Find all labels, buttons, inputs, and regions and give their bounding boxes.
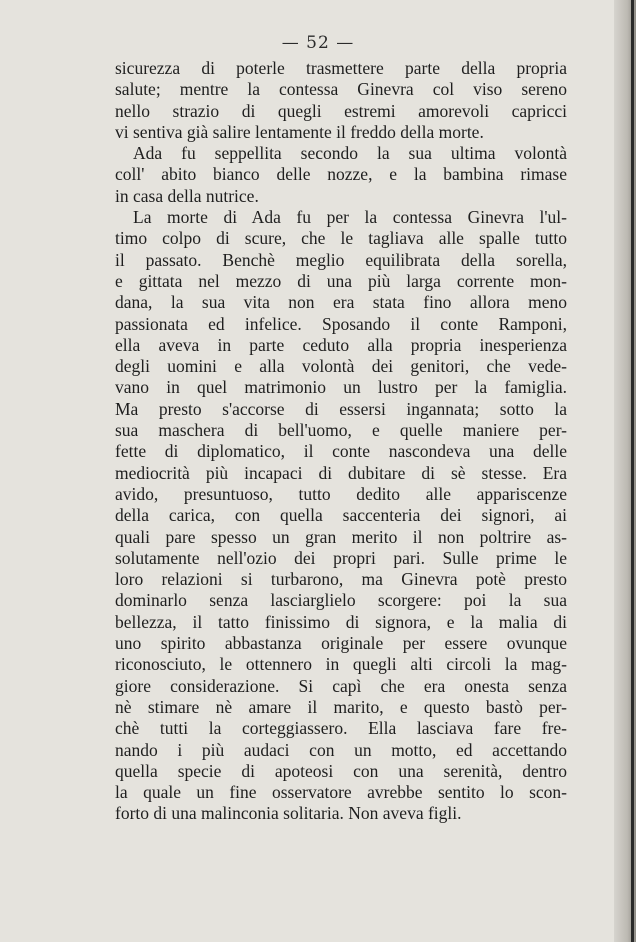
text-line: quali pare spesso un gran merito il non poltrire as- (115, 526, 567, 547)
text-line: mediocrità più incapaci di dubitare di sè stesse. Era (115, 462, 567, 483)
text-line: avido, presuntuoso, tutto dedito alle appariscenze (115, 483, 567, 504)
text-line: Ada fu seppellita secondo la sua ultima volontà (133, 143, 567, 164)
text-line: Ma presto s'accorse di essersi ingannata; sotto la (115, 398, 567, 419)
text-line: sua maschera di bell'uomo, e quelle maniere per- (115, 420, 567, 441)
text-line: quella specie di apoteosi con una serenità, dentro (115, 760, 567, 781)
text-line: in casa della nutrice. (115, 185, 259, 206)
text-line: forto di una malinconia solitaria. Non aveva figli. (115, 803, 462, 824)
body-text (115, 58, 567, 825)
text-line: uno spirito abbastanza originale per essere ovunque (115, 633, 567, 654)
text-line: coll' abito bianco delle nozze, e la bambina rimase (115, 164, 567, 185)
text-line: nè stimare nè amare il marito, e questo bastò per- (115, 696, 567, 717)
text-line: vi sentiva già salire lentamente il freddo della morte. (115, 121, 484, 142)
text-line: il passato. Benchè meglio equilibrata della sorella, (115, 249, 567, 270)
text-line: riconosciuto, le ottennero in quegli alti circoli la mag- (115, 654, 567, 675)
text-line: della carica, con quella saccenteria dei signori, ai (115, 505, 567, 526)
text-line: la quale un fine osservatore avrebbe sentito lo scon- (115, 782, 567, 803)
text-line: bellezza, il tatto finissimo di signora, e la malia di (115, 611, 567, 632)
text-line: solutamente nell'ozio dei propri pari. Sulle prime le (115, 547, 567, 568)
text-line: e gittata nel mezzo di una più larga corrente mon- (115, 270, 567, 291)
page-edge-shadow (631, 0, 634, 942)
text-line: fette di diplomatico, il conte nascondeva una delle (115, 441, 567, 462)
text-line: nello strazio di quegli estremi amorevoli capricci (115, 100, 567, 121)
text-line: giore considerazione. Si capì che era onesta senza (115, 675, 567, 696)
text-line: sicurezza di poterle trasmettere parte della propria (115, 58, 567, 78)
text-line: degli uomini e alla volontà dei genitori, che vede- (115, 356, 567, 377)
text-line: loro relazioni si turbarono, ma Ginevra potè presto (115, 569, 567, 590)
text-line: dana, la sua vita non era stata fino allora meno (115, 292, 567, 313)
page-number: — 52 — (281, 33, 355, 53)
text-line: nando i più audaci con un motto, ed accettando (115, 739, 567, 760)
text-line: dominarlo senza lasciarglielo scorgere: poi la sua (115, 590, 567, 611)
text-line: salute; mentre la contessa Ginevra col viso sereno (115, 79, 567, 100)
text-line: vano in quel matrimonio un lustro per la famiglia. (115, 377, 567, 398)
text-line: chè tutti la corteggiassero. Ella lasciava fare fre- (115, 718, 567, 739)
text-line: ella aveva in parte ceduto alla propria inesperienza (115, 334, 567, 355)
text-line: timo colpo di scure, che le tagliava alle spalle tutto (115, 228, 567, 249)
text-line: passionata ed infelice. Sposando il conte Ramponi, (115, 313, 567, 334)
text-line: La morte di Ada fu per la contessa Ginevra l'ul- (133, 207, 567, 228)
